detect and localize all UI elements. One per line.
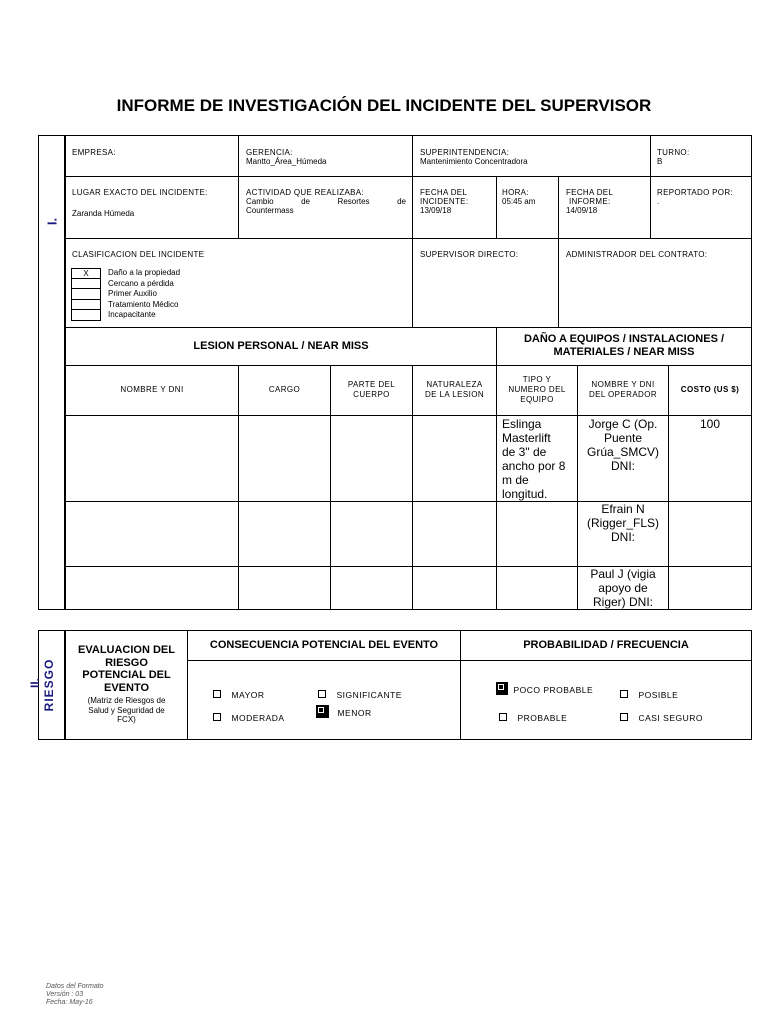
row1-parte [330, 415, 413, 502]
col-naturaleza-line-1: NATURALEZA [426, 380, 483, 389]
footer-line: Versión : 03 [46, 991, 84, 998]
option-mayor[interactable] [213, 685, 265, 703]
checkbox-poco-probable[interactable] [496, 682, 508, 695]
option-posible-label: POSIBLE [638, 690, 679, 700]
col-nombre-dni: NOMBRE Y DNI [120, 385, 184, 394]
col-parte-line-2: CUERPO [353, 390, 390, 399]
option-moderada-label: MODERADA [231, 713, 285, 723]
col-costo: COSTO (US $) [680, 385, 740, 394]
superintendencia-value: Mantenimiento Concentradora [420, 157, 528, 166]
equipo-line: Eslinga [502, 417, 542, 431]
checkbox-moderada[interactable] [213, 713, 221, 721]
col-tipo-line-1: TIPO Y [522, 375, 552, 384]
clasificacion-checkbox[interactable] [71, 289, 101, 300]
col-tipo-line-3: EQUIPO [520, 395, 554, 404]
equipo-line: m de [502, 473, 529, 487]
clasificacion-checkbox[interactable] [71, 279, 101, 290]
clasificacion-item-label: Cercano a pérdida [108, 278, 174, 288]
operador-line: DNI: [611, 530, 635, 544]
dano-header-line-1: DAÑO A EQUIPOS / INSTALACIONES / [523, 333, 725, 345]
row1-operador [577, 417, 669, 473]
checkbox-posible[interactable] [620, 690, 628, 698]
row3-naturaleza [412, 566, 497, 610]
actividad-label: ACTIVIDAD QUE REALIZABA: [246, 188, 364, 197]
clasificacion-item-label: Daño a la propiedad [108, 268, 181, 277]
equipo-line: de 3" de [502, 445, 547, 459]
row1-costo: 100 [699, 417, 721, 431]
section-2-label-1: II. [28, 678, 42, 689]
clasificacion-item-label: Tratamiento Médico [108, 299, 179, 309]
operador-line: Efrain N [601, 502, 645, 516]
row1-cargo [238, 415, 331, 502]
col-parte-line-1: PARTE DEL [347, 380, 396, 389]
option-casi-seguro[interactable] [620, 708, 703, 726]
row2-operador [577, 502, 669, 544]
operador-line: Jorge C (Op. [588, 417, 658, 431]
row2-equipo-cell [496, 501, 578, 567]
hora-label: HORA: [502, 188, 529, 197]
row2-cargo [238, 501, 331, 567]
equipo-line: longitud. [502, 487, 548, 501]
operador-line: Grúa_SMCV) [586, 445, 660, 459]
option-poco-probable-label: POCO PROBABLE [513, 685, 594, 695]
hora-cell [496, 176, 559, 239]
probabilidad-header: PROBABILIDAD / FRECUENCIA [523, 639, 689, 651]
row1-equipo [502, 417, 565, 501]
operador-line: Paul J (vigia [590, 567, 656, 581]
fecha-informe-label-2: INFORME: [569, 197, 611, 206]
administrador-label: ADMINISTRADOR DEL CONTRATO: [566, 250, 708, 259]
col-operador-line-2: DEL OPERADOR [588, 390, 658, 399]
row2-naturaleza [412, 501, 497, 567]
col-naturaleza-line-2: DE LA LESION [424, 390, 485, 399]
matriz-note [65, 696, 188, 725]
evaluacion-line: EVALUACION DEL [78, 644, 175, 656]
col-tipo-line-2: NUMERO DEL [508, 385, 566, 394]
footer-line: Datos del Formato [46, 983, 104, 990]
reportado-cell [650, 176, 752, 239]
gerencia-value: Mantto_Área_Húmeda [246, 157, 327, 166]
operador-line: DNI: [611, 459, 635, 473]
row3-operador [577, 567, 669, 609]
checkbox-significante[interactable] [318, 690, 326, 698]
clasificacion-checkbox[interactable]: X [71, 268, 101, 279]
checkbox-mayor[interactable] [213, 690, 221, 698]
superintendencia-label: SUPERINTENDENCIA: [420, 148, 510, 157]
option-casi-seguro-label: CASI SEGURO [638, 713, 703, 723]
footer-line: Fecha: May-16 [46, 999, 93, 1006]
lesion-header: LESION PERSONAL / NEAR MISS [193, 340, 369, 352]
checkbox-casi-seguro[interactable] [620, 713, 628, 721]
consecuencia-header: CONSECUENCIA POTENCIAL DEL EVENTO [209, 639, 439, 651]
evaluacion-line: RIESGO [105, 656, 148, 669]
section-2-label-2: RIESGO [42, 658, 56, 712]
dano-header-line-2: MATERIALES / NEAR MISS [553, 346, 695, 358]
footer-format-info [46, 983, 104, 1007]
operador-line: apoyo de [598, 581, 648, 595]
fecha-incidente-label-2: INCIDENTE: [420, 197, 469, 206]
lugar-cell [65, 176, 239, 239]
clasificacion-item-label: Incapacitante [108, 310, 156, 319]
fecha-incidente-label-1: FECHA DEL [420, 188, 468, 197]
lugar-value: Zaranda Húmeda [72, 209, 135, 218]
col-cargo: CARGO [268, 385, 301, 394]
row3-equipo-cell [496, 566, 578, 610]
equipo-line: Masterlift [502, 431, 551, 445]
option-mayor-label: MAYOR [231, 690, 265, 700]
supervisor-label: SUPERVISOR DIRECTO: [420, 250, 519, 259]
reportado-value: . [657, 197, 660, 206]
fecha-informe-value: 14/09/18 [566, 206, 598, 215]
turno-label: TURNO: [657, 148, 690, 157]
option-menor-label: MENOR [337, 708, 372, 718]
reportado-label: REPORTADO POR: [657, 188, 733, 197]
matriz-line: FCX) [117, 715, 136, 724]
option-moderada[interactable] [213, 708, 285, 726]
option-poco-probable[interactable] [496, 682, 593, 700]
fecha-informe-label-1: FECHA DEL [566, 188, 614, 197]
col-operador-line-1: NOMBRE Y DNI [591, 380, 655, 389]
clasificacion-checkbox[interactable] [71, 310, 101, 321]
clasificacion-label: CLASIFICACION DEL INCIDENTE [72, 250, 205, 259]
option-posible[interactable] [620, 685, 678, 703]
gerencia-label: GERENCIA: [246, 148, 293, 157]
operador-line: Riger) DNI: [592, 595, 653, 609]
option-probable[interactable] [499, 708, 567, 726]
actividad-value-line-2: Countermass [246, 206, 294, 215]
checkbox-probable[interactable] [499, 713, 507, 721]
option-menor[interactable] [316, 705, 372, 723]
fecha-incidente-value: 13/09/18 [420, 206, 452, 215]
evaluacion-line: POTENCIAL DEL [82, 669, 171, 681]
row3-cargo [238, 566, 331, 610]
row2-parte [330, 501, 413, 567]
actividad-value-line-1: Cambio de Resortes de [246, 197, 406, 206]
option-probable-label: PROBABLE [517, 713, 568, 723]
checkbox-menor[interactable] [316, 705, 329, 718]
matriz-line: (Matriz de Riesgos de [87, 696, 166, 705]
turno-value: B [657, 157, 663, 166]
equipo-line: ancho por 8 [502, 459, 566, 473]
evaluacion-line: EVENTO [103, 681, 150, 694]
option-significante[interactable] [318, 685, 402, 703]
operador-line: Puente [603, 431, 643, 445]
clasificacion-item-label: Primer Auxilio [108, 289, 157, 298]
clasificacion-checkbox[interactable] [71, 300, 101, 311]
option-significante-label: SIGNIFICANTE [336, 690, 402, 700]
probabilidad-options-cell [460, 660, 752, 740]
operador-line: (Rigger_FLS) [586, 516, 660, 530]
evaluacion-text [65, 644, 188, 694]
page-title: INFORME DE INVESTIGACIÓN DEL INCIDENTE DEL SUPERVISOR [116, 96, 652, 115]
row1-naturaleza [412, 415, 497, 502]
lugar-label: LUGAR EXACTO DEL INCIDENTE: [72, 188, 208, 197]
row3-parte [330, 566, 413, 610]
empresa-label: EMPRESA: [72, 148, 116, 157]
hora-value: 05:45 am [502, 197, 536, 206]
matriz-line: Salud y Seguridad de [88, 705, 165, 715]
section-1-side [38, 135, 65, 610]
section-1-label: I. [44, 217, 60, 226]
